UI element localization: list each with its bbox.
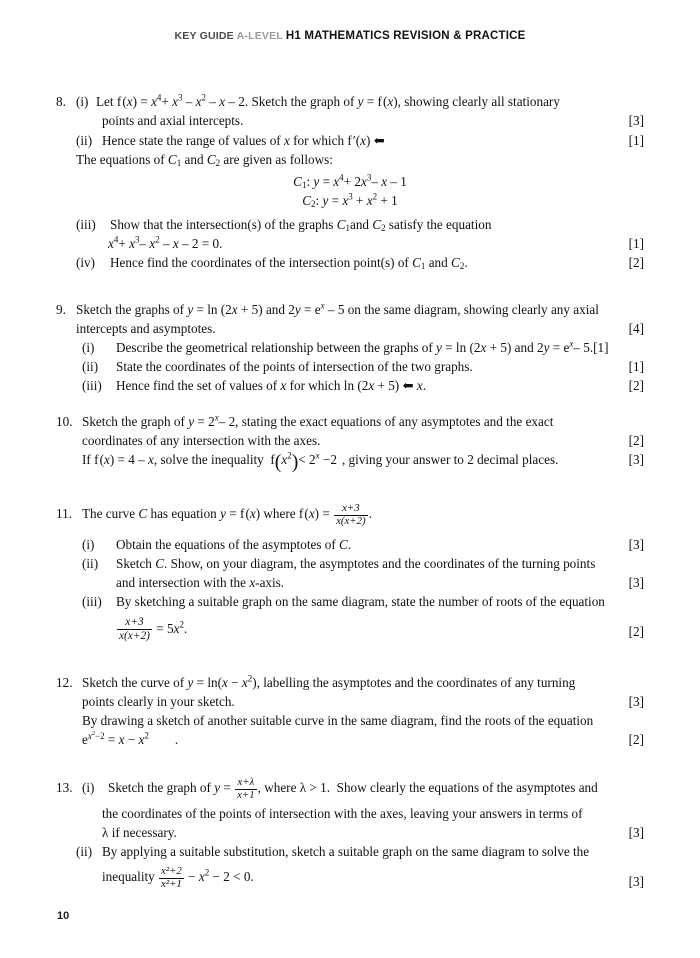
q13-i-fraction (235, 777, 257, 801)
q13-i-line1 (56, 777, 644, 801)
q12-stem-marks: [3] (628, 694, 644, 709)
q8-iii-marks: [1] (628, 236, 644, 251)
q11-iii-marks: [2] (628, 624, 644, 640)
q12-line3-marks: [2] (628, 732, 644, 747)
q8-equation-c2 (56, 191, 644, 210)
q13-ii-line1 (56, 842, 644, 861)
q11-iii-text: By sketching a suitable graph on the same diagram, state the number of roots of the equation (116, 594, 605, 610)
q13-i-frac-num: x+λ (237, 776, 255, 788)
q12-stem: Sketch the curve of $y = \ln(x - x^2)$, labelling the asymptotes and the coordinates of any turning (82, 673, 576, 690)
q9-stem-cont: intercepts and asymptotes. (76, 321, 216, 336)
q11-ii-label: (ii) (82, 556, 99, 572)
q10-stem: Sketch the graph of $y = 2^x-$ 2, stating the exact equations of any asymptotes and the exact (82, 412, 554, 429)
q13-ii-fraction (159, 866, 184, 890)
q11-iii-frac-num: x+3 (125, 616, 144, 629)
q11-stem-frac-den: x(x+2) (336, 514, 366, 527)
q13-i-line3 (56, 823, 644, 842)
q8-number: 8. (56, 94, 66, 109)
q8-iii-equation-line (56, 234, 644, 253)
q9-ii-label: (ii) (82, 359, 99, 374)
q8-iii-label: (iii) (76, 217, 96, 232)
q13-ii-line2 (56, 866, 644, 890)
question-11 (56, 503, 644, 642)
q12-number: 12. (56, 675, 73, 690)
q8-lead-text: The equations of $C_1$ and $C_2$ are given as follows: (76, 152, 333, 168)
q9-ii-line (56, 357, 644, 376)
q11-stem-tail: . (368, 506, 372, 522)
question-10 (56, 412, 644, 473)
q13-i-label: (i) (82, 780, 95, 796)
q11-stem-line (56, 503, 644, 527)
q8-ii-marks: [1] (628, 133, 644, 148)
q11-stem-text: The curve C has equation y = f (x) where f (x) = $\frac{x+3}{x(x+2)}$ . (82, 502, 372, 527)
q12-line2 (56, 711, 644, 730)
page-number: 10 (57, 910, 70, 922)
q13-ii-equation: inequality $\frac{\text{x²+2}}{\text{x²+1}}$ − $x^2 - 2 < 0$. (102, 865, 254, 891)
q9-stem-line2 (56, 319, 644, 338)
q11-ii-line1 (56, 554, 644, 573)
question-9 (56, 300, 644, 395)
q11-ii-cont: and intersection with the x-axis. (116, 575, 285, 591)
q8-ii-label: (ii) (76, 133, 93, 148)
q9-number: 9. (56, 302, 66, 317)
question-12 (56, 673, 644, 749)
q11-iii-equation: $\frac{x+3}{x(x+2)}$ = $5x^2$. (119, 616, 188, 642)
q8-i-label: (i) (76, 94, 89, 109)
q8-equation-c1 (56, 172, 644, 191)
question-13 (56, 777, 644, 891)
q13-ii-label: (ii) (76, 844, 93, 860)
q8-iii-line1 (56, 215, 644, 234)
q8-ii-text: Hence state the range of values of x for which f ′(x) ⬅ (102, 133, 385, 148)
q9-stem: Sketch the graphs of y = ln (2x + 5) and $2y = e^x - 5$ on the same diagram, showing clearly any axial (76, 300, 599, 317)
header-prefix-bold: KEY GUIDE (174, 30, 234, 42)
q12-eq-trail: . (174, 732, 179, 747)
q12-line2-text: By drawing a sketch of another suitable curve in the same diagram, find the roots of the equation (82, 713, 594, 728)
q10-number: 10. (56, 414, 73, 429)
q13-i-text: Sketch the graph of y = $\frac{x+\lambda}{x+1}$ , where λ > 1. Show clearly the equations of the asymptotes and (108, 776, 598, 801)
q9-iii-label: (iii) (82, 378, 102, 393)
header-prefix-light: A-LEVEL (236, 30, 283, 42)
q12-eq-base: e (82, 732, 88, 747)
q10-stem-cont: coordinates of any intersection with the axes. (82, 433, 321, 448)
q8-iv-text: Hence find the coordinates of the intersection point(s) of $C_1$ and $C_2$. (110, 255, 468, 271)
q12-stem-line2 (56, 692, 644, 711)
q13-ii-frac-num: x²+2 (161, 865, 182, 878)
q11-ii-line2 (56, 573, 644, 592)
q10-stem-line1 (56, 412, 644, 431)
q11-i-line (56, 535, 644, 554)
question-8 (56, 92, 644, 272)
q8-iv-label: (iv) (76, 255, 96, 270)
q13-i-marks: [3] (628, 825, 644, 841)
q8-iv-line (56, 253, 644, 272)
q11-number: 11. (56, 506, 72, 522)
q8-lead (56, 150, 644, 169)
q12-equation-line (56, 730, 644, 749)
q13-i-cont1: the coordinates of the points of intersection with the axes, leaving your answers in terms of (102, 806, 583, 822)
q13-ii-frac-den: x²+1 (161, 878, 182, 891)
q10-inequality: If f (x) = 4 – x, solve the inequality $f(x^2)< 2^x -2$ , giving your answer to 2 decimal places. (82, 450, 559, 473)
q11-i-marks: [3] (628, 537, 644, 553)
q9-i-marks: [1] (593, 340, 609, 355)
q11-iii-frac-den: x(x+2) (119, 629, 150, 642)
q8-i-marks: [3] (628, 113, 644, 128)
q11-iii-equation-line (56, 616, 644, 642)
q8-eq1: $C_1$: $y = x^4+ 2x^3-$ x – 1 (293, 172, 407, 190)
q9-stem-line1 (56, 300, 644, 319)
q9-iii-line (56, 376, 644, 395)
q8-i-line2 (56, 111, 644, 130)
q12-equation: $e^{x^2-2} = x - x^2$ . (82, 729, 179, 747)
q10-stem-marks: [2] (628, 433, 644, 448)
q9-ii-marks: [1] (628, 359, 644, 374)
q10-line2-marks: [3] (628, 452, 644, 467)
q11-iii-label: (iii) (82, 594, 102, 610)
q8-iv-marks: [2] (628, 255, 644, 270)
q11-ii-marks: [3] (628, 575, 644, 591)
q11-iii-fraction (117, 616, 152, 642)
q13-i-frac-den: x+1 (237, 788, 255, 801)
q10-line2 (56, 450, 644, 473)
q9-i-line (56, 338, 644, 357)
q8-eq2: $C_2$: $y = x^3 + x^2 + 1$ (302, 191, 398, 209)
q13-ii-text: By applying a suitable substitution, sketch a suitable graph on the same diagram to solve the (102, 844, 590, 860)
q11-stem-fraction (334, 503, 368, 527)
q12-stem-cont: points clearly in your sketch. (82, 694, 235, 709)
q9-i-label: (i) (82, 340, 95, 355)
q8-iii-text: Show that the intersection(s) of the graphs $C_1and$ $C_2$ satisfy the equation (110, 217, 492, 233)
q11-i-text: Obtain the equations of the asymptotes of C. (116, 537, 352, 553)
q9-iii-text: Hence find the set of values of x for which ln (2x + 5) ⬅ x. (116, 378, 427, 393)
q8-ii-line (56, 131, 644, 150)
q11-iii-line1 (56, 592, 644, 611)
q11-ii-text: Sketch C. Show, on your diagram, the asymptotes and the coordinates of the turning points (116, 556, 596, 572)
q9-i-text: Describe the geometrical relationship between the graphs of y = ln (2x + 5) and $2y = e^x-$ 5.[1] (116, 338, 609, 355)
q11-stem-frac-num: x+3 (342, 502, 360, 514)
q13-i-line2 (56, 804, 644, 823)
q13-ii-cont-a: inequality (102, 869, 155, 885)
q12-stem-line1 (56, 673, 644, 692)
running-header (0, 30, 700, 42)
q13-number: 13. (56, 780, 73, 796)
q11-i-label: (i) (82, 537, 95, 553)
q8-i-line1 (56, 92, 644, 111)
q9-stem-marks: [4] (628, 321, 644, 336)
header-title: H1 MATHEMATICS REVISION & PRACTICE (285, 30, 526, 42)
q10-stem-line2 (56, 431, 644, 450)
q8-iii-equation: $x^4+ x^3-$ $x^2 - x - 2 = 0$. (108, 234, 223, 251)
q9-ii-text: State the coordinates of the points of intersection of the two graphs. (116, 359, 473, 374)
q13-i-cont2: λ if necessary. (102, 825, 177, 841)
q8-i-cont: points and axial intercepts. (102, 113, 244, 128)
q13-ii-marks: [3] (628, 874, 644, 890)
q8-i-text: Let f $(x) = x^4+ x^3 - x^2 - x - 2$. Sketch the graph of y = f (x), showing clearly all stationary (96, 92, 560, 109)
q9-iii-marks: [2] (628, 378, 644, 393)
